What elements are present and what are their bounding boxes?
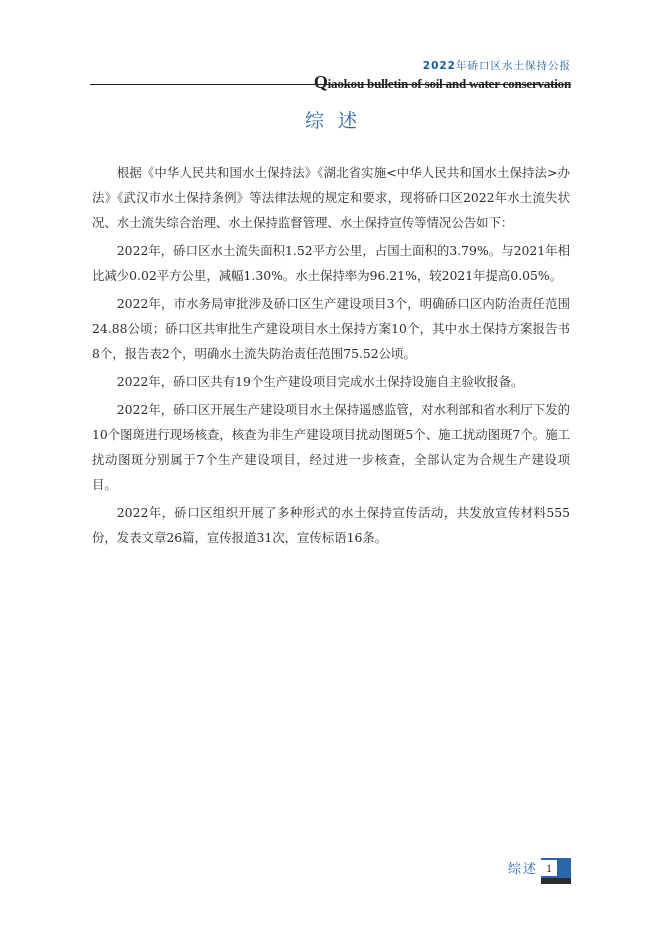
- paragraph-acceptance: 2022年，硚口区共有19个生产建设项目完成水土保持设施自主验收报备。: [116, 374, 524, 389]
- page-number: 1: [541, 860, 557, 876]
- bulletin-title-cn: [423, 58, 571, 73]
- bulletin-year: 2022: [422, 60, 456, 72]
- page-number-box: [541, 858, 571, 878]
- page-title: 综述: [304, 110, 371, 132]
- bulletin-title-en: [314, 72, 571, 93]
- bulletin-title-en-initial: Q: [313, 72, 328, 92]
- paragraph-remote-sensing: 2022年，硚口区开展生产建设项目水土保持遥感监管，对水利部和省水利厅下发的10个图斑进行现场核查，核查为非生产建设项目扰动图斑5个、施工扰动图斑7个。施工扰动图斑分别属于7个生产建设项目，经过进一步核查，全部认定为合规生产建设项目。: [92, 402, 570, 492]
- bulletin-name-cn: 年硚口区水土保持公报: [456, 60, 571, 72]
- paragraph-publicity: 2022年，硚口区组织开展了多种形式的水土保持宣传活动，共发放宣传材料555份，发表文章26篇，宣传报道31次，宣传标语16条。: [92, 505, 570, 545]
- footer-bar: [541, 878, 571, 884]
- header-divider: [90, 84, 571, 85]
- bulletin-title-en-rest: iaokou bulletin of soil and water conservation: [327, 76, 571, 91]
- paragraph-erosion-status: 2022年，硚口区水土流失面积1.52平方公里，占国土面积的3.79%。与2021年相比减少0.02平方公里，减幅1.30%。水土保持率为96.21%，较2021年提高0.05%。: [92, 243, 570, 283]
- paragraph-project-approval: 2022年，市水务局审批涉及硚口区生产建设项目3个，明确硚口区内防治责任范围24.88公顷；硚口区共审批生产建设项目水土保持方案10个，其中水土保持方案报告书8个，报告表2个，明确水土流失防治责任范围75.52公顷。: [92, 296, 570, 361]
- body-text: [92, 160, 570, 553]
- footer-section-label: 综述: [508, 862, 539, 877]
- paragraph-intro: 根据《中华人民共和国水土保持法》《湖北省实施<中华人民共和国水土保持法>办法》《武汉市水土保持条例》等法律法规的规定和要求，现将硚口区2022年水土流失状况、水土流失综合治理、水土保持监督管理、水土保持宣传等情况公告如下：: [92, 165, 570, 230]
